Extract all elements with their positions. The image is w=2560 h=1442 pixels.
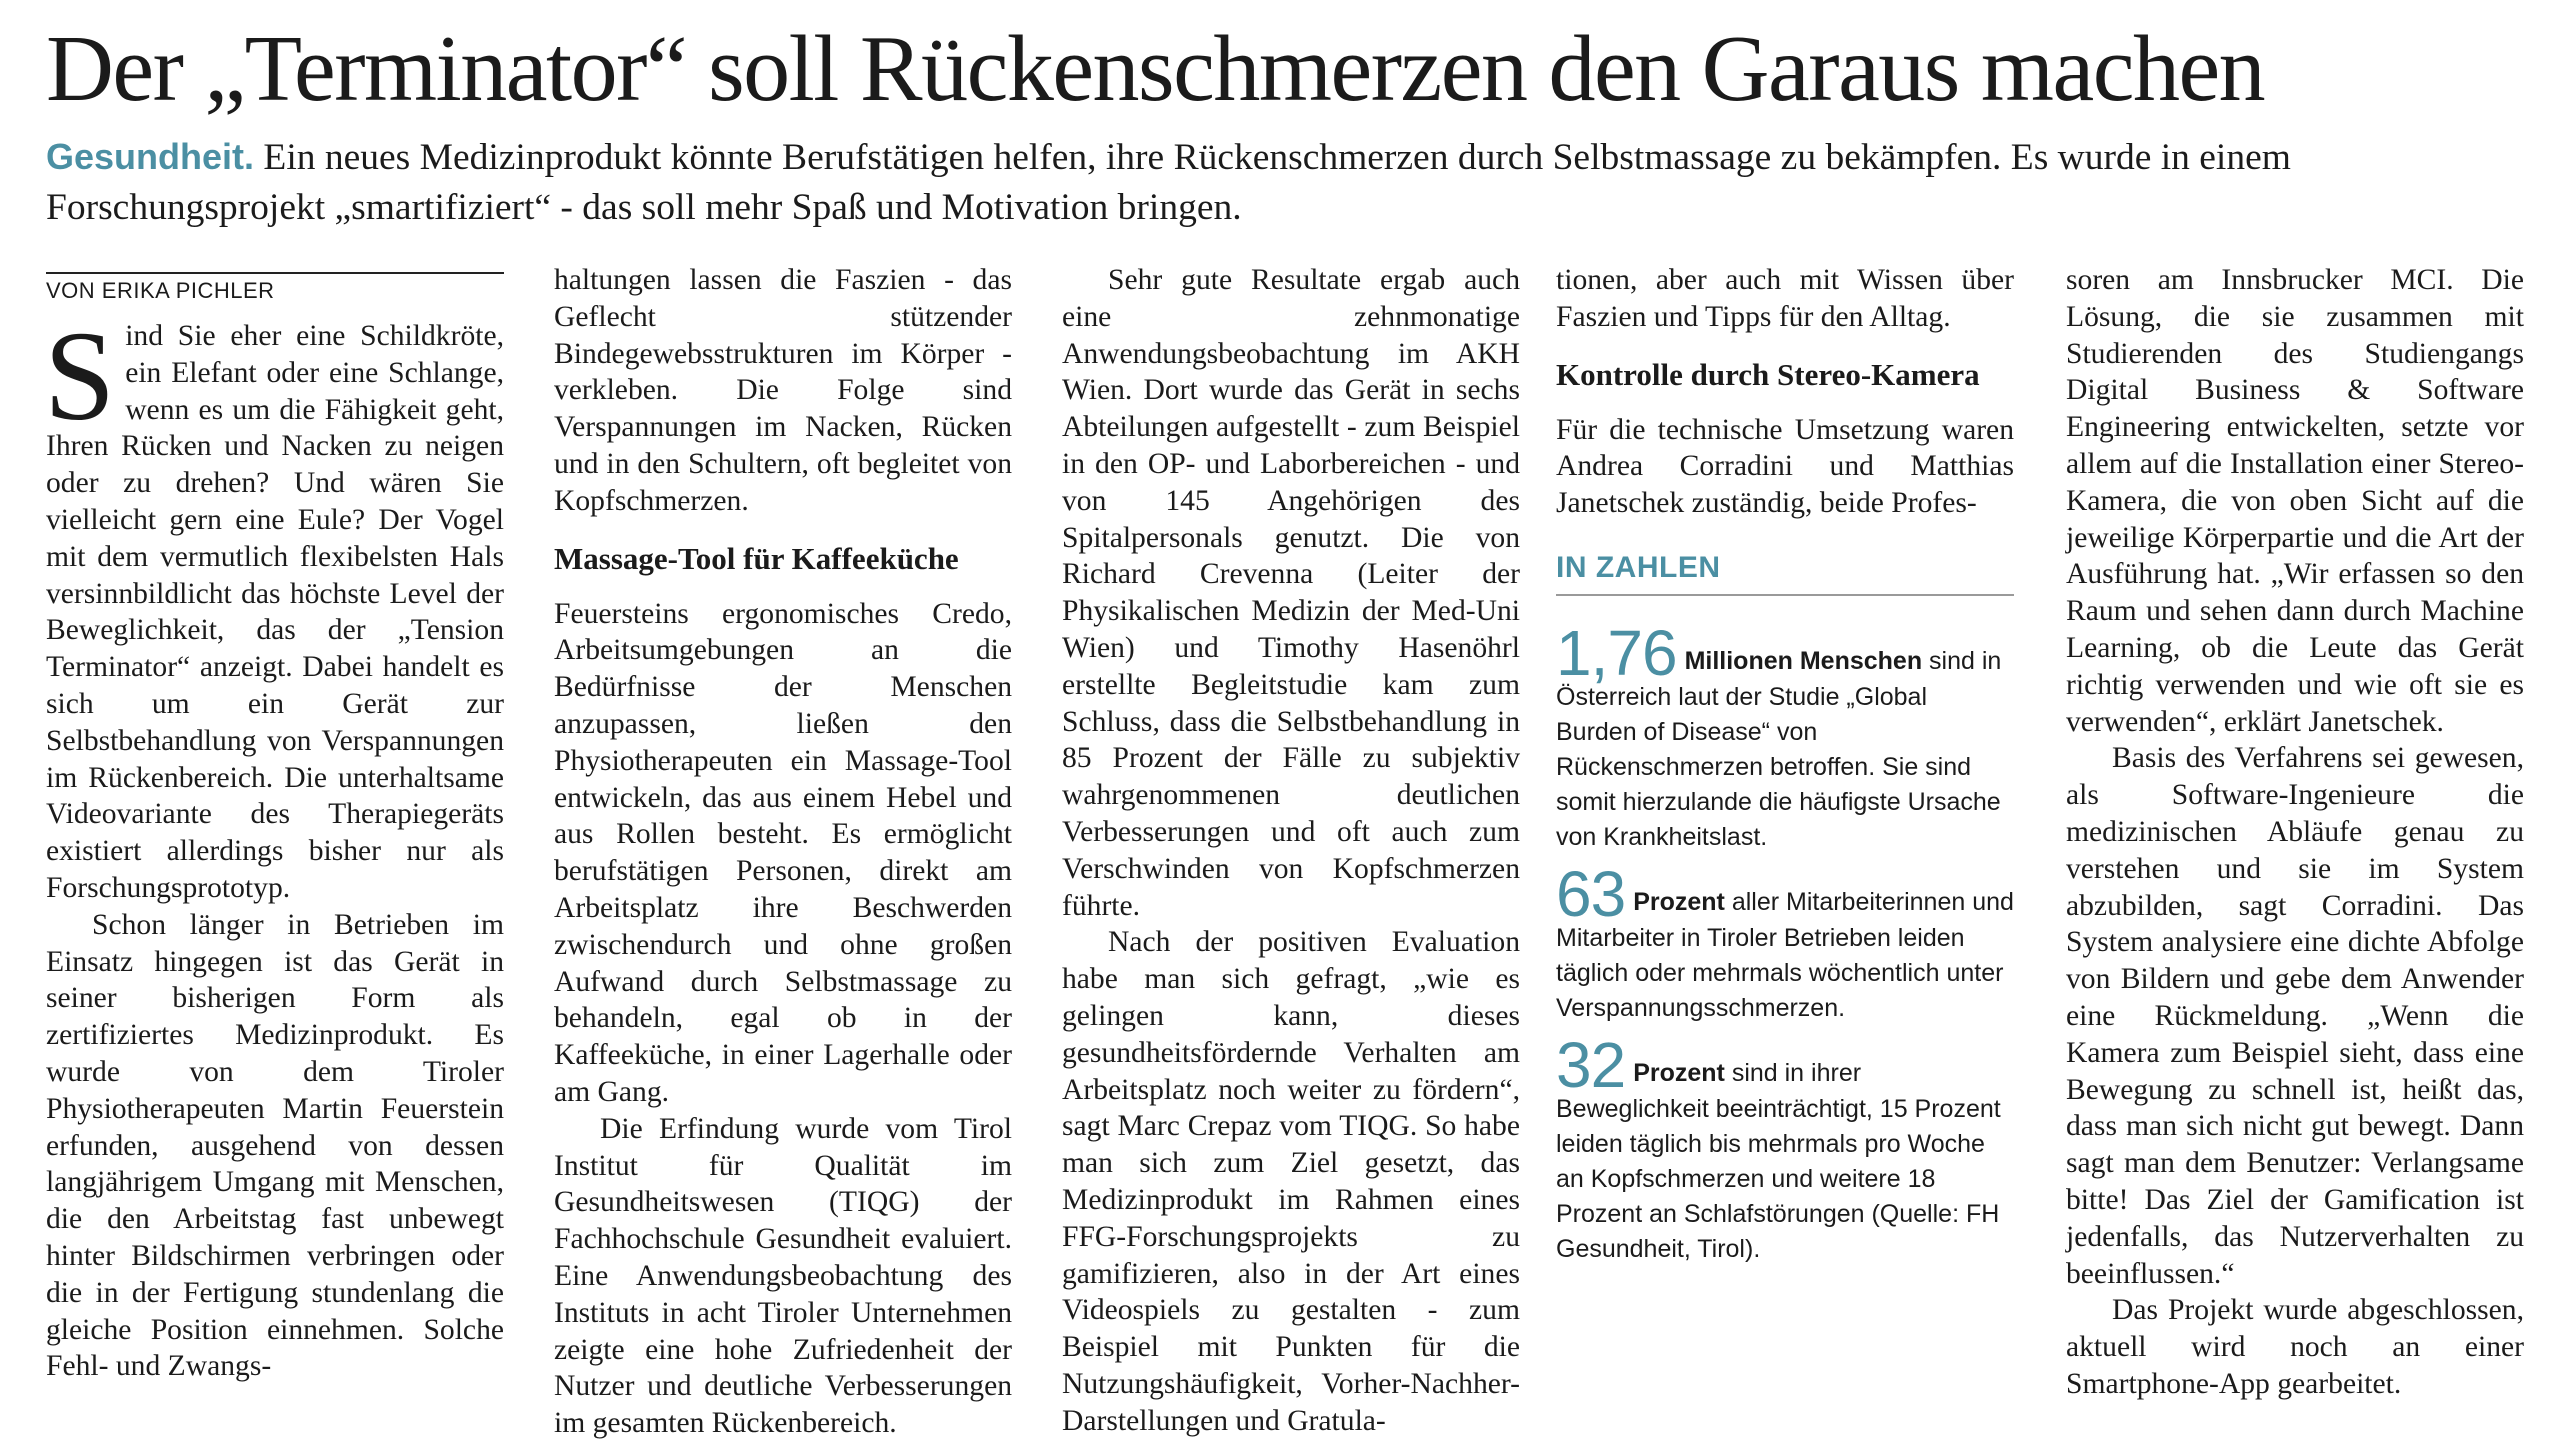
body-paragraph: tionen, aber auch mit Wissen über Faszien und Tipps für den Alltag. bbox=[1556, 264, 2014, 333]
body-paragraph: Sehr gute Resultate ergab auch eine zehnmonatige Anwendungsbeobachtung im AKH Wien. Dort wurde das Gerät in sechs Abteilungen aufgestellt - zum Beispiel in den OP- und Laborbereichen - und von 145 Angehörigen des Spitalpersonals genutzt. Die von Richard Crevenna (Leiter der Physikalischen Medizin der Med-Uni Wien) und Timothy Hasenöhrl erstellte Begleitstudie kam zum Schluss, dass die Selbstbehandlung in 85 Prozent der Fälle zu subjektiv wahrgenommenen deutlichen Verbesserungen und oft auch zum Verschwinden von Kopfschmerzen führte. bbox=[1062, 264, 1520, 922]
fact-text: aller Mitarbeiterinnen und Mitarbeiter in Tiroler Betrieben leiden täglich oder mehrmals wöchentlich unter Verspannungsschmerzen. bbox=[1556, 887, 2014, 1022]
byline: VON ERIKA PICHLER bbox=[46, 278, 275, 303]
body-paragraph: haltungen lassen die Faszien - das Geflecht stützender Bindegewebsstrukturen im Körper - verkleben. Die Folge sind Verspannungen im Nacken, Rücken und in den Schultern, oft begleitet von Kopfschmerzen. bbox=[554, 264, 1012, 517]
column-1 bbox=[44, 262, 504, 1383]
fact-strong: Prozent bbox=[1633, 1058, 1725, 1087]
body-paragraph: Für die technische Umsetzung waren Andrea Corradini und Matthias Janetschek zuständig, beide Profes- bbox=[1556, 413, 2014, 520]
body-paragraph: Feuersteins ergonomisches Credo, Arbeitsumgebungen an die Bedürfnisse der Menschen anzupassen, ließen den Physiotherapeuten ein Massage-Tool entwickeln, das aus einem Hebel und aus Rollen besteht. Es ermöglicht berufstätigen Personen, direkt am Arbeitsplatz ihre Beschwerden zwischendurch und ohne großen Aufwand durch Selbstmassage zu behandeln, egal ob in der Kaffeeküche, in einer Lagerhalle oder am Gang. bbox=[554, 597, 1012, 1108]
fact-text: sind in ihrer Beweglichkeit beeinträchtigt, 15 Prozent leiden täglich bis mehrmals pro Woche an Kopfschmerzen und weitere 18 Prozent an Schlafstörungen (Quelle: FH Gesundheit, Tirol). bbox=[1556, 1058, 2001, 1263]
fact-number: 1,76 bbox=[1556, 616, 1677, 689]
body-paragraph: Nach der positiven Evaluation habe man sich gefragt, „wie es gelingen kann, dieses gesundheitsfördernde Verhalten am Arbeitsplatz noch weiter zu fördern“, sagt Marc Crepaz vom TIQG. So habe man sich zum Ziel gesetzt, das Medizinprodukt im Rahmen eines FFG-Forschungsprojekts zu gamifizieren, also in der Art eines Videospiels zu gestalten - zum Beispiel mit Punkten für die Nutzungshäufigkeit, Vorher-Nachher-Darstellungen und Gratula- bbox=[1062, 926, 1520, 1437]
column-4 bbox=[1556, 262, 2014, 1302]
body-paragraph: Basis des Verfahrens sei gewesen, als Software-Ingenieure die medizinischen Abläufe genau zu verstehen und sie im System abzubilden, sagt Corradini. Das System analysiere eine dichte Abfolge von Bildern und gebe dem Anwender eine Rückmeldung. „Wenn die Kamera zum Beispiel sieht, dass eine Bewegung zu schnell ist, heißt das, dass man sich nicht gut bewegt. Dann sagt man dem Benutzer: Verlangsame bitte! Das Ziel der Gamification ist jedenfalls, das Nutzerverhalten zu beeinflussen.“ bbox=[2066, 742, 2524, 1290]
lead-kicker: Gesundheit. bbox=[46, 136, 255, 177]
body-paragraph: Das Projekt wurde abgeschlossen, aktuell wird noch an einer Smartphone-App gearbeitet. bbox=[2066, 1294, 2524, 1400]
dropcap-letter: S bbox=[44, 305, 116, 447]
fact-item bbox=[1556, 616, 2014, 855]
fact-text: sind in Österreich laut der Studie „Global Burden of Disease“ von Rückenschmerzen betroffen. Sie sind somit hierzulande die häufigste Ursache von Krankheitslast. bbox=[1556, 646, 2002, 851]
body-paragraph: Die Erfindung wurde vom Tirol Institut für Qualität im Gesundheitswesen (TIQG) der Fachhochschule Gesundheit evaluiert. Eine Anwendungsbeobachtung des Instituts in acht Tiroler Unternehmen zeigte eine hohe Zufriedenheit der Nutzer und deutliche Verbesserungen im gesamten Rückenbereich. bbox=[554, 1112, 1012, 1440]
body-paragraph: soren am Innsbrucker MCI. Die Lösung, die sie zusammen mit Studierenden des Studiengangs Digital Business & Software Engineering entwickelten, setzte vor allem auf die Installation einer Stereo-Kamera, die von oben Sicht auf die jeweilige Körperpartie und die Art der Ausführung hat. „Wir erfassen so den Raum und sehen dann durch Machine Learning, ob die Leute das Gerät richtig verwenden und wie oft sie es verwenden“, erklärt Janetschek. bbox=[2066, 264, 2524, 738]
fact-number: 63 bbox=[1556, 857, 1626, 930]
intro-text: ind Sie eher eine Schildkröte, ein Elefant oder eine Schlange, wenn es um die Fähigkeit geht, Ihren Rücken und Nacken zu neigen oder zu drehen? Und wären Sie vielleicht gern eine Eule? Der Vogel mit dem vermutlich flexibelsten Hals versinnbildlicht das höchste Level der Beweglichkeit, das der „Tension Terminator“ anzeigt. Dabei handelt es sich um ein Gerät zur Selbstbehandlung von Verspannungen im Rückenbereich. Die unterhaltsame Videovariante des Therapiegeräts existiert allerdings bisher nur als Forschungsprototyp. bbox=[46, 320, 504, 904]
subheading-stereo-kamera: Kontrolle durch Stereo-Kamera bbox=[1556, 356, 1980, 392]
fact-item bbox=[1556, 1028, 2014, 1267]
headline: Der „Terminator“ soll Rückenschmerzen den Garaus machen bbox=[46, 17, 2265, 121]
fact-strong: Millionen Menschen bbox=[1684, 646, 1923, 675]
column-2 bbox=[554, 262, 1012, 1440]
article-columns bbox=[44, 262, 2526, 1440]
fact-strong: Prozent bbox=[1633, 887, 1725, 916]
column-3 bbox=[1062, 262, 1520, 1437]
lead-paragraph bbox=[46, 132, 2526, 233]
lead-text: Ein neues Medizinprodukt könnte Berufstätigen helfen, ihre Rückenschmerzen durch Selbstmassage zu bekämpfen. Es wurde in einem Forschungsprojekt „smartifiziert“ - das soll mehr Spaß und Motivation bringen. bbox=[46, 137, 2291, 228]
intro-paragraph bbox=[44, 305, 504, 907]
fact-item bbox=[1556, 857, 2014, 1026]
subheading-massage-tool: Massage-Tool für Kaffeeküche bbox=[554, 540, 959, 576]
column-5 bbox=[2066, 262, 2524, 1400]
facts-box-title: IN ZAHLEN bbox=[1556, 548, 2014, 596]
body-paragraph: Schon länger in Betrieben im Einsatz hingegen ist das Gerät in seiner bisherigen Form als zertifiziertes Medizinprodukt. Es wurde von dem Tiroler Physiotherapeuten Martin Feuerstein erfunden, ausgehend von dessen langjährigem Umgang mit Menschen, die den Arbeitstag fast unbewegt hinter Bildschirmen verbringen oder die in der Fertigung stundenlang die gleiche Position einnehmen. Solche Fehl- und Zwangs- bbox=[46, 908, 504, 1383]
fact-number: 32 bbox=[1556, 1028, 1626, 1101]
